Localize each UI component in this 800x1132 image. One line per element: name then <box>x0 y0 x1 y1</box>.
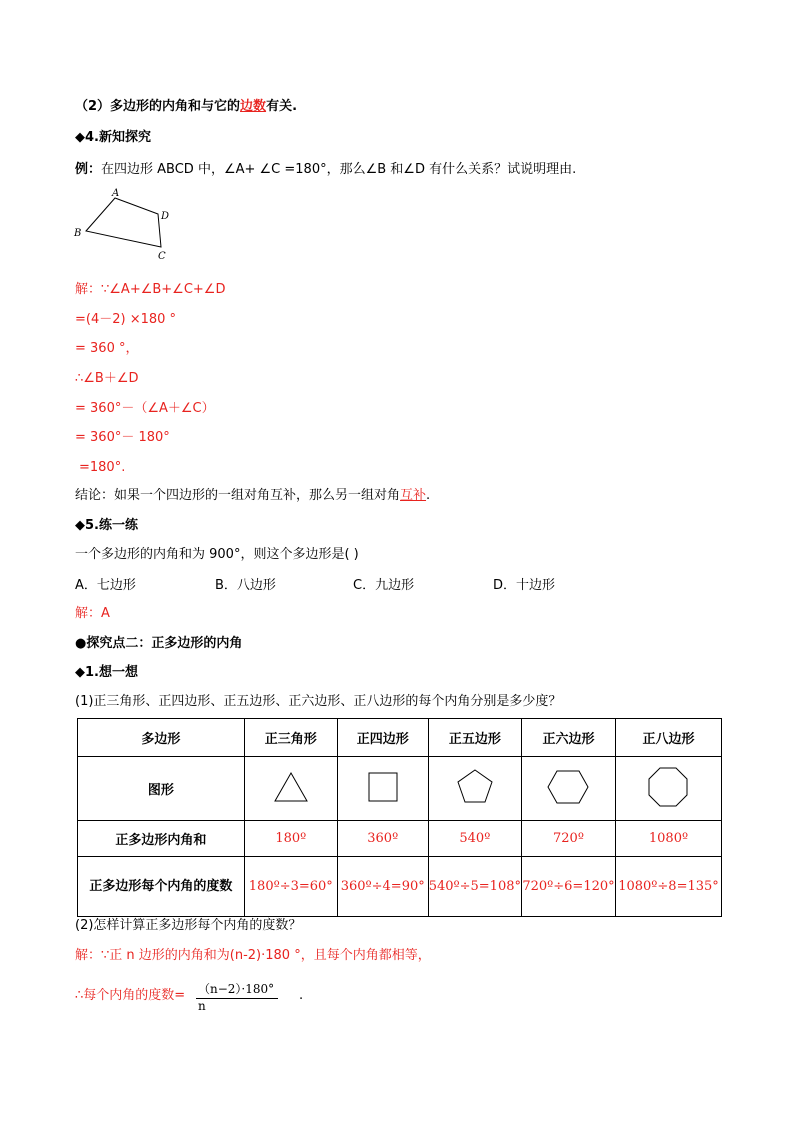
angle-sum-cell: 180º <box>244 821 337 857</box>
formula-fraction <box>196 980 278 1013</box>
solution-line-6: = 360°－ 180° <box>75 430 170 445</box>
formula-denominator: n <box>198 999 206 1013</box>
question-one: (1)正三角形、正四边形、正五边形、正六边形、正八边形的每个内角分别是多少度？ <box>75 694 562 709</box>
vertex-b-label: B <box>74 228 82 239</box>
solution-line-2: =(4－2) ×180 ° <box>75 312 177 327</box>
heading-new-knowledge: ◆4.新知探究 <box>75 130 151 145</box>
solution-line-4: ∴∠B＋∠D <box>75 371 139 386</box>
solution-two: 解：∵正 n 边形的内角和为(n-2)·180 °，且每个内角都相等， <box>75 948 431 963</box>
conclusion-key-term: 互补 <box>400 488 427 503</box>
row-label: 正多边形内角和 <box>78 821 245 857</box>
question-two: (2)怎样计算正多边形每个内角的度数？ <box>75 918 302 933</box>
octagon-shape <box>646 765 690 809</box>
vertex-d-label: D <box>161 211 170 222</box>
example-line: 例：在四边形 ABCD 中，∠A+ ∠C =180°，那么∠B 和∠D 有什么关系？试说明理由. <box>75 162 577 177</box>
quadrilateral-figure <box>70 185 180 260</box>
option-b: B．八边形 <box>215 578 276 593</box>
formula-numerator: （n−2）·180° <box>196 980 278 999</box>
solution-line-7: =180°. <box>79 460 126 475</box>
quadrilateral-abcd <box>86 198 161 247</box>
heading-think: ◆1.想一想 <box>75 665 138 680</box>
each-angle-cell: 1080º÷8=135° <box>615 857 721 917</box>
conclusion: 结论：如果一个四边形的一组对角互补，那么另一组对角互补. <box>75 488 431 503</box>
angle-sum-cell: 540º <box>428 821 521 857</box>
row-label: 图形 <box>78 757 245 821</box>
triangle-shape <box>271 767 311 807</box>
table-sum-row <box>78 821 722 857</box>
solution-line-1: 解：∵∠A+∠B+∠C+∠D <box>75 282 226 297</box>
practice-question: 一个多边形的内角和为 900°，则这个多边形是( ) <box>75 547 359 562</box>
pentagon-shape <box>455 767 495 807</box>
solution-line-5: = 360°－（∠A＋∠C） <box>75 401 215 416</box>
option-c: C．九边形 <box>353 578 415 593</box>
table-header-row <box>78 719 722 757</box>
header-cell: 正四边形 <box>337 719 428 757</box>
solution-line-3: = 360 °， <box>75 341 139 356</box>
each-angle-cell: 720º÷6=120° <box>522 857 616 917</box>
table-each-row <box>78 857 722 917</box>
option-a: A．七边形 <box>75 578 136 593</box>
header-cell: 正八边形 <box>615 719 721 757</box>
square-shape <box>363 767 403 807</box>
table-shape-row <box>78 757 722 821</box>
hexagon-shape <box>546 767 590 807</box>
section-title: （2）多边形的内角和与它的边数有关. <box>75 99 298 114</box>
each-angle-cell: 540º÷5=108° <box>428 857 521 917</box>
angle-sum-cell: 720º <box>522 821 616 857</box>
header-cell: 正六边形 <box>522 719 616 757</box>
practice-answer: 解：A <box>75 606 110 621</box>
heading-point-two: ●探究点二：正多边形的内角 <box>75 636 243 651</box>
vertex-c-label: C <box>158 251 166 260</box>
vertex-a-label: A <box>112 188 120 199</box>
formula-end: . <box>299 988 304 1003</box>
polygon-table <box>77 718 722 917</box>
header-cell: 多边形 <box>78 719 245 757</box>
option-d: D．十边形 <box>493 578 556 593</box>
heading-practice: ◆5.练一练 <box>75 518 138 533</box>
each-angle-cell: 360º÷4=90° <box>337 857 428 917</box>
key-term-edges: 边数 <box>240 99 267 114</box>
row-label: 正多边形每个内角的度数 <box>78 857 245 917</box>
header-cell: 正三角形 <box>244 719 337 757</box>
formula-prefix: ∴每个内角的度数= <box>75 988 186 1003</box>
angle-sum-cell: 1080º <box>615 821 721 857</box>
each-angle-cell: 180º÷3=60° <box>244 857 337 917</box>
angle-sum-cell: 360º <box>337 821 428 857</box>
header-cell: 正五边形 <box>428 719 521 757</box>
